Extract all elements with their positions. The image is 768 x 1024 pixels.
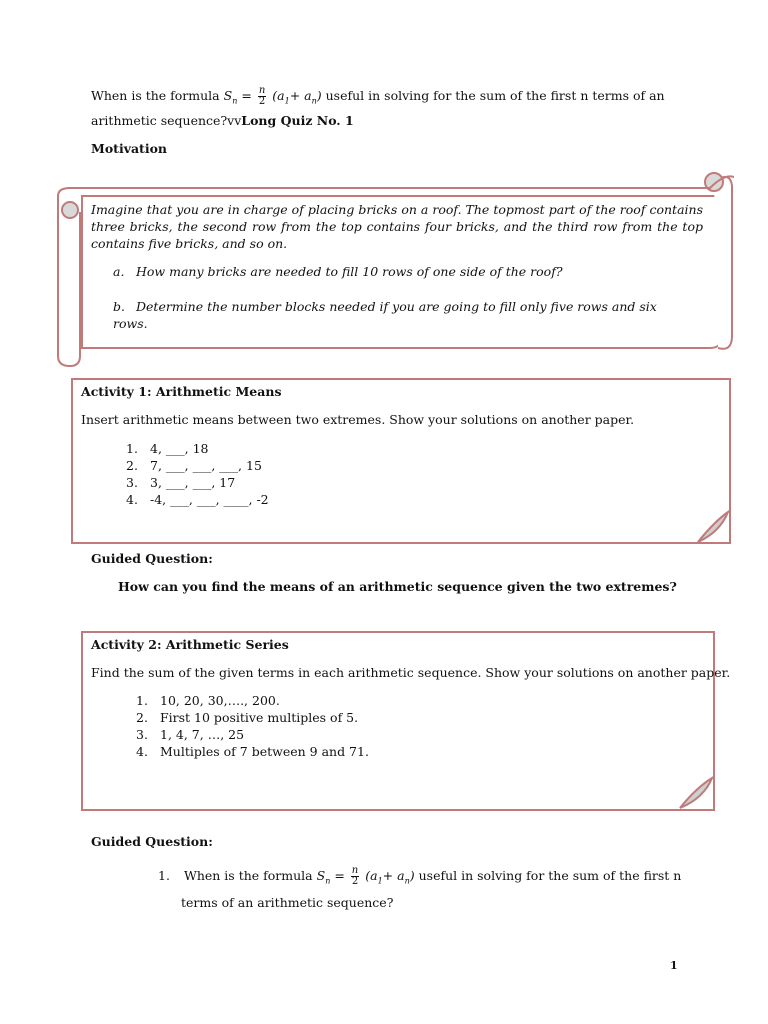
formula-fraction: $\frac{n}{2}$ [351, 865, 359, 887]
list-item: 3. 1, 4, 7, …, 25 [136, 727, 245, 742]
intro-formula-prefix: When is the formula [91, 88, 220, 103]
formula-terms: $(a_1+ a_n)$ [272, 88, 322, 106]
page-number: 1 [670, 959, 678, 972]
list-item: 1. 4, ___, 18 [126, 441, 209, 456]
formula-sn: $S_n$ [223, 88, 238, 106]
intro-line-2 [91, 112, 354, 129]
list-item: 4. Multiples of 7 between 9 and 71. [136, 744, 369, 759]
motivation-item-b: b. Determine the number blocks needed if you are going to fill only five rows and six rows. [113, 299, 657, 331]
motivation-item-a: a. How many bricks are needed to fill 10 rows of one side of the roof? [113, 264, 563, 279]
activity2-instruction: Find the sum of the given terms in each arithmetic sequence. Show your solutions on another paper. [91, 665, 731, 680]
activity1-list [126, 440, 269, 508]
guided-question-2-line-2: terms of an arithmetic sequence? [181, 895, 394, 910]
activity1-instruction: Insert arithmetic means between two extremes. Show your solutions on another paper. [81, 412, 635, 427]
motivation-heading: Motivation [91, 141, 168, 156]
list-item: 4. -4, ___, ___, ____, -2 [126, 492, 269, 507]
list-item: 2. 7, ___, ___, ___, 15 [126, 458, 262, 473]
quiz-title: Long Quiz No. 1 [241, 113, 354, 128]
intro-formula-suffix: useful in solving for the sum of the first n terms of an [325, 88, 665, 103]
guided-question-2-heading: Guided Question: [91, 834, 213, 849]
activity2-list [136, 692, 369, 760]
list-item: 1. 10, 20, 30,…., 200. [136, 693, 280, 708]
guided-question-1-text: How can you find the means of an arithmetic sequence given the two extremes? [118, 579, 677, 594]
guided-question-1-heading: Guided Question: [91, 551, 213, 566]
list-item: 2. First 10 positive multiples of 5. [136, 710, 359, 725]
intro-line-1 [91, 86, 691, 110]
intro-line-2-text: arithmetic sequence?vv [91, 113, 242, 128]
activity1-title: Activity 1: Arithmetic Means [81, 384, 282, 399]
list-item: 3. 3, ___, ___, 17 [126, 475, 236, 490]
activity1-page-curl [694, 510, 730, 544]
guided-question-2-line-1: 1. When is the formula $S_n$ = $\frac{n}{2}$ $(a_1+ a_n)$ useful in solving for the sum of the first n [158, 865, 682, 887]
motivation-paragraph: Imagine that you are in charge of placing bricks on a roof. The topmost part of the roof contains three bricks, the second row from the top contains four bricks, and the third row from the top contains five bricks, and so on. [91, 202, 703, 251]
formula-fraction: $\frac{n}{2}$ [258, 85, 266, 107]
formula-eq: = [241, 88, 252, 103]
activity2-page-curl [676, 776, 714, 810]
activity2-title: Activity 2: Arithmetic Series [91, 637, 289, 652]
